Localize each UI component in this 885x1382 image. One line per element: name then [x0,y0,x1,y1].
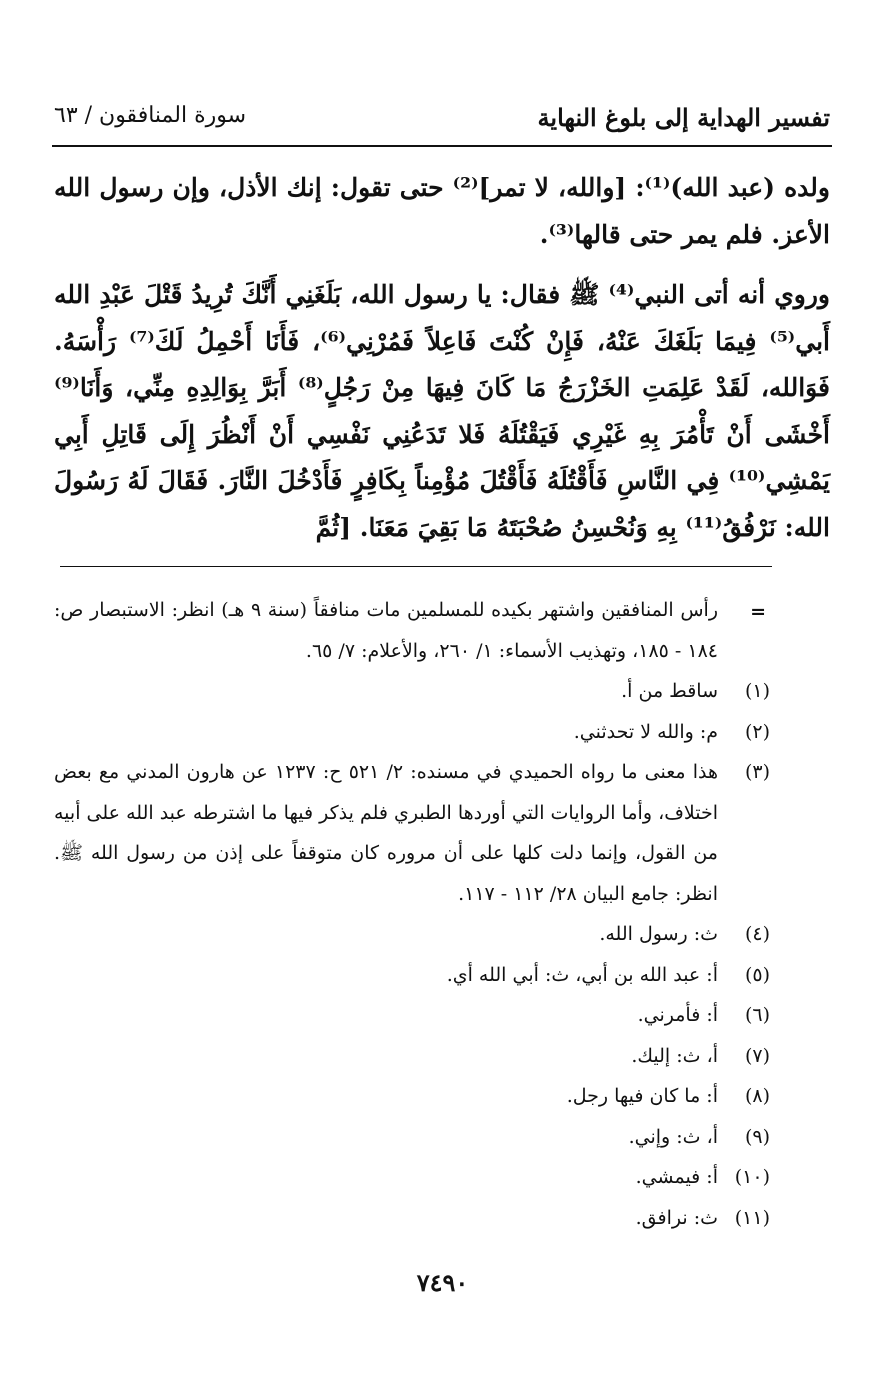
continuation-mark: = [750,601,766,623]
footnote-item [54,1117,770,1158]
footnote-item [54,1036,770,1077]
footnote-number: (١٠) [734,1166,770,1188]
footnotes [54,590,770,1238]
main-text [54,165,830,551]
footnote-text: ث: نرافق. [635,1206,718,1229]
footnote-text: أ، ث: إليك. [631,1044,718,1067]
footnote-number: (٩) [744,1125,770,1148]
footnote-number: (١١) [734,1206,770,1229]
footnote-text: أ: عبد الله بن أبي، ث: أبي الله أي. [446,963,718,986]
footnote-text: أ: فيمشي. [635,1166,718,1188]
footnote-text: ث: رسول الله. [599,923,718,945]
footnote-number: (١) [744,680,770,702]
footnote-number: (٧) [744,1044,770,1067]
header-divider [52,145,832,147]
footnote-number: (٤) [744,923,770,945]
footnote-item [54,955,770,996]
paragraph: وروي أنه أتى النبي⁽⁴⁾ ﷺ فقال: يا رسول الله، بَلَغَنِي أَنَّكَ تُرِيدُ قَتْلَ عَبْدِ الله أَبي⁽⁵⁾ فِيمَا بَلَغَكَ عَنْهُ، فَإِنْ كُنْتَ فَاعِلاً فَمُرْنِي⁽⁶⁾، فَأَنَا أَحْمِلُ لَكَ⁽⁷⁾ رَأْسَهُ. فَوَالله، لَقَدْ عَلِمَتِ الخَزْرَجُ مَا كَانَ فِيهَا مِنْ رَجُلٍ⁽⁸⁾ أَبَرَّ بِوَالِدِهِ مِنِّي، وَأَنَا⁽⁹⁾ أَخْشَى أَنْ تَأْمُرَ بِهِ غَيْرِي فَيَقْتُلَهُ فَلا تَدَعُنِي نَفْسِي أَنْ أَنْظُرَ إِلَى قَاتِلِ أَبِي يَمْشِي⁽¹⁰⁾ فِي النَّاسِ فَأَقْتُلَهُ فَأَقْتُلَ مُؤْمِناً بِكَافِرٍ فَأَدْخُلَ النَّارَ. فَقَالَ لَهُ رَسُولَ الله: نَرْفُقُ⁽¹¹⁾ بِهِ وَنُحْسِنُ صُحْبَتَهُ مَا بَقِيَ مَعَنَا. [ثُمَّ [54,280,830,542]
footnote-item [54,752,770,914]
footnote-item [54,914,770,955]
footnote-text: م: والله لا تحدثني. [573,720,718,743]
footnote-number: (٣) [744,761,770,783]
footnote-divider [60,566,772,567]
paragraph: ولده (عبد الله)⁽¹⁾: [والله، لا تمر]⁽²⁾ حتى تقول: إنك الأذل، وإن رسول الله الأعز. فلم يمر حتى قالها⁽³⁾. [54,173,830,249]
footnote-number: (٢) [744,720,770,743]
footnote-number: (٥) [744,963,770,986]
footnote-text: أ: فأمرني. [637,1004,718,1026]
footnote-text: أ، ث: وإني. [628,1125,718,1148]
footnote-item [54,1157,770,1198]
footnote-number: (٦) [744,1004,770,1026]
footnote-text: رأس المنافقين واشتهر بكيده للمسلمين مات منافقاً (سنة ٩ هـ) انظر: الاستبصار ص: ١٨٤ - ١٨٥، وتهذيب الأسماء: ١/ ٢٦٠، والأعلام: ٧/ ٦٥. [54,599,718,662]
footnote-text: أ: ما كان فيها رجل. [566,1085,718,1107]
footnote-number: (٨) [744,1085,770,1107]
running-header [54,103,830,143]
surah-label: سورة المنافقون / ٦٣ [54,103,247,128]
footnote-item [54,1076,770,1117]
footnote-item [54,712,770,753]
page-number: ٧٤٩٠ [416,1268,469,1297]
footnote-item [54,671,770,712]
footnote-text: ساقط من أ. [621,680,718,702]
footnote-item [54,995,770,1036]
book-title: تفسير الهداية إلى بلوغ النهاية [537,103,830,132]
footnote-text: هذا معنى ما رواه الحميدي في مسنده: ٢/ ٥٢١ ح: ١٢٣٧ عن هارون المدني مع بعض اختلاف، وأما الروايات التي أوردها الطبري فلم يذكر فيها ما اشترطه عبد الله على أبيه من القول، وإنما دلت كلها على أن مروره كان متوقفاً على إذن من رسول الله ﷺ. انظر: جامع البيان ٢٨/ ١١٢ - ١١٧. [54,761,719,905]
footnote-item [54,1198,770,1239]
footnote-continuation [54,590,770,671]
